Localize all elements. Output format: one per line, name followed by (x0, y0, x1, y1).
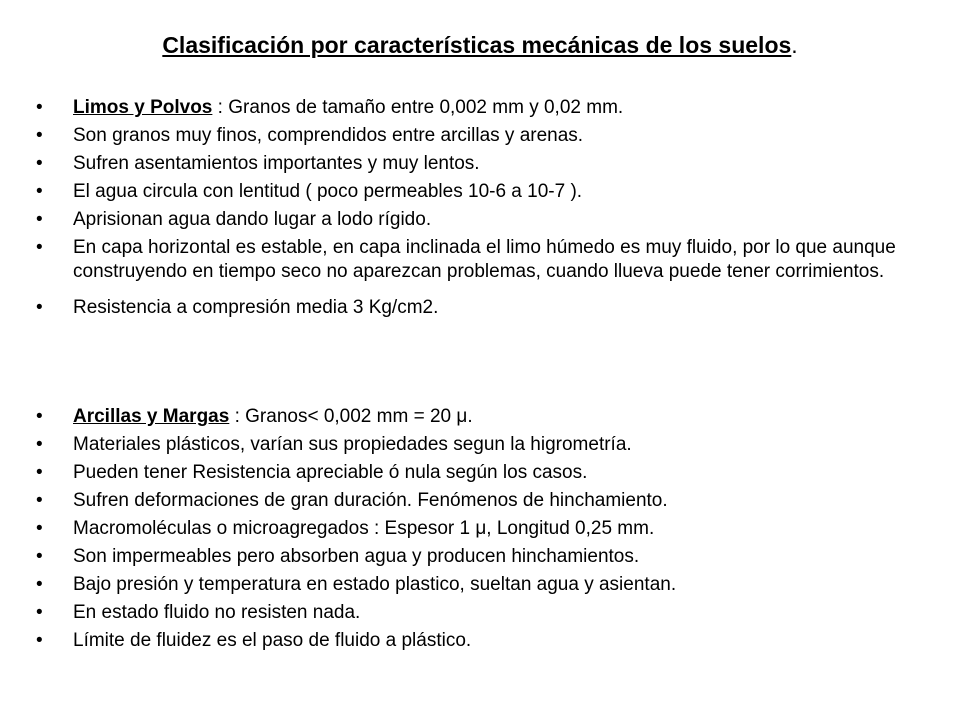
list-item: • En capa horizontal es estable, en capa inclinada el limo húmedo es muy fluido, por lo que aunque construyendo en tiempo seco no aparezcan problemas, cuando llueva puede tener corrimientos. (36, 236, 936, 284)
list-item: • Sufren asentamientos importantes y muy lentos. (36, 152, 936, 176)
list-item: • Macromoléculas o microagregados : Espesor 1 μ, Longitud 0,25 mm. (36, 517, 936, 541)
section-heading-text: : Granos de tamaño entre 0,002 mm y 0,02 mm. (212, 97, 624, 118)
section-limos-list (36, 96, 936, 324)
section-heading-text: : Granos< 0,002 mm = 20 μ. (229, 406, 473, 427)
list-item: • Sufren deformaciones de gran duración. Fenómenos de hinchamiento. (36, 489, 936, 513)
list-item: • Son impermeables pero absorben agua y producen hinchamientos. (36, 545, 936, 569)
list-item: • Límite de fluidez es el paso de fluido a plástico. (36, 629, 936, 653)
list-item: • Pueden tener Resistencia apreciable ó nula según los casos. (36, 461, 936, 485)
section-heading: Arcillas y Margas (73, 406, 230, 427)
list-item: • El agua circula con lentitud ( poco permeables 10-6 a 10-7 ). (36, 180, 936, 204)
list-item (36, 405, 936, 429)
section-arcillas-list (36, 405, 936, 657)
list-item: • Aprisionan agua dando lugar a lodo rígido. (36, 208, 936, 232)
list-item: • En estado fluido no resisten nada. (36, 601, 936, 625)
list-item: • Son granos muy finos, comprendidos entre arcillas y arenas. (36, 124, 936, 148)
title-text: Clasificación por características mecánicas de los suelos (162, 32, 792, 58)
page-title (0, 32, 960, 59)
list-item: • Resistencia a compresión media 3 Kg/cm2. (36, 296, 936, 320)
section-heading: Limos y Polvos (73, 97, 213, 118)
list-item (36, 96, 936, 120)
title-period: . (791, 32, 798, 58)
list-item: • Bajo presión y temperatura en estado plastico, sueltan agua y asientan. (36, 573, 936, 597)
list-item: • Materiales plásticos, varían sus propiedades segun la higrometría. (36, 433, 936, 457)
